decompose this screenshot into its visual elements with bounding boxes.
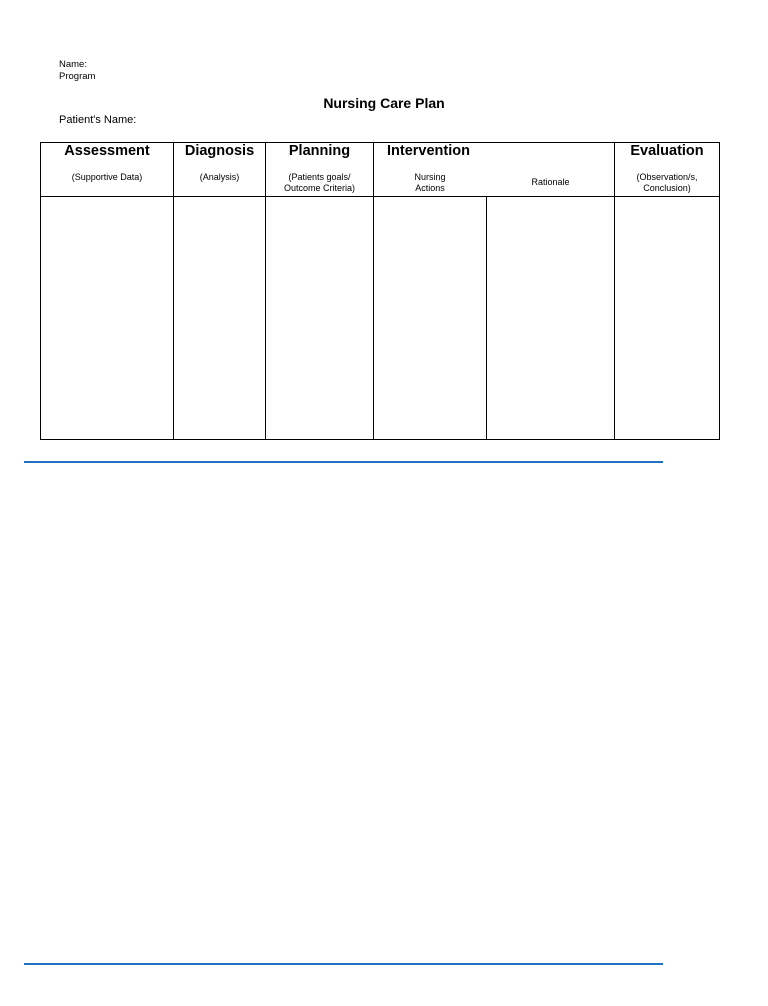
- column-subtitle-analysis: (Analysis): [199, 172, 240, 182]
- nursing-actions-cell: [374, 197, 486, 439]
- column-subtitle-rationale: Rationale: [531, 177, 570, 187]
- column-subtitle-evaluation: (Observation/s, Conclusion): [636, 172, 698, 193]
- column-header-evaluation: Evaluation: [630, 143, 704, 159]
- planning-cell: [266, 197, 373, 439]
- page-divider-top: [24, 461, 663, 463]
- column-subtitle-nursing-actions: Nursing Actions: [414, 172, 446, 193]
- diagnosis-cell: [174, 197, 265, 439]
- page-divider-bottom: [24, 963, 663, 965]
- column-header-intervention: Intervention: [387, 143, 470, 159]
- evaluation-cell: [615, 197, 719, 439]
- table-bottom-border: [40, 439, 720, 440]
- column-subtitle-outcome-criteria: (Patients goals/ Outcome Criteria): [283, 172, 355, 193]
- table-right-border: [719, 142, 720, 440]
- column-header-assessment: Assessment: [64, 143, 150, 159]
- rationale-cell: [487, 197, 614, 439]
- column-subtitle-supportive-data: (Supportive Data): [71, 172, 143, 182]
- column-header-diagnosis: Diagnosis: [184, 143, 255, 159]
- column-header-planning: Planning: [288, 143, 351, 159]
- name-label: Name:: [59, 59, 87, 70]
- assessment-cell: [41, 197, 173, 439]
- patients-name-label: Patient's Name:: [59, 114, 137, 126]
- document-title: Nursing Care Plan: [323, 95, 445, 111]
- program-label: Program: [59, 71, 96, 82]
